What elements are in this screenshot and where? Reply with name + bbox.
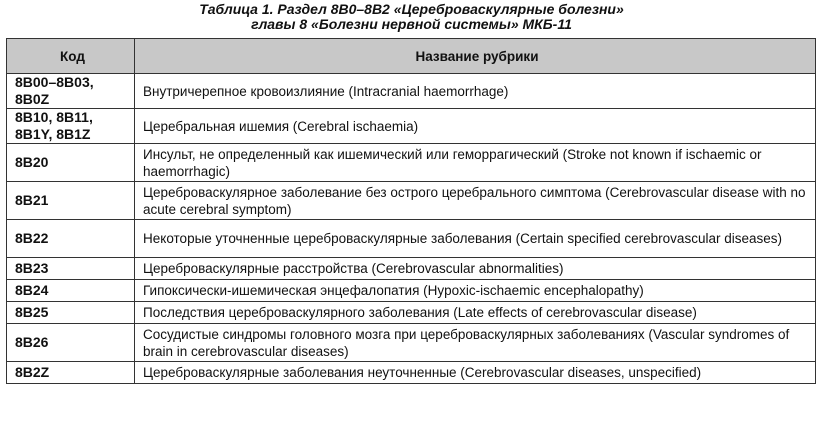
table-row: [7, 324, 816, 362]
table-row: [7, 144, 816, 182]
row-name: Внутричерепное кровоизлияние (Intracranial haemorrhage): [135, 74, 816, 109]
row-code: 8B00–8B03, 8B0Z: [7, 74, 135, 109]
caption-line-2: главы 8 «Болезни нервной системы» МКБ-11: [251, 16, 572, 32]
icd-table: [6, 38, 816, 384]
row-name: Гипоксически-ишемическая энцефалопатия (Hypoxic-ischaemic encephalopathy): [135, 280, 816, 302]
row-code: 8B10, 8B11, 8B1Y, 8B1Z: [7, 109, 135, 144]
header-code: Код: [7, 39, 135, 74]
row-name: Инсульт, не определенный как ишемический или геморрагический (Stroke not known if ischaemic or haemorrhagic): [135, 144, 816, 182]
row-code: 8B25: [7, 302, 135, 324]
table-header-row: [7, 39, 816, 74]
row-name: Цереброваскулярные расстройства (Cerebrovascular abnormalities): [135, 258, 816, 280]
row-name: Церебральная ишемия (Cerebral ischaemia): [135, 109, 816, 144]
row-name: Последствия цереброваскулярного заболевания (Late effects of cerebrovascular disease): [135, 302, 816, 324]
table-row: [7, 362, 816, 384]
row-code: 8B2Z: [7, 362, 135, 384]
header-name: Название рубрики: [135, 39, 816, 74]
table-caption: [0, 0, 823, 32]
table-row: [7, 220, 816, 258]
table-row: [7, 280, 816, 302]
row-code: 8B22: [7, 220, 135, 258]
row-code: 8B23: [7, 258, 135, 280]
table-row: [7, 109, 816, 144]
row-name: Сосудистые синдромы головного мозга при цереброваскулярных заболеваниях (Vascular syndromes of brain in cerebrovascular diseases): [135, 324, 816, 362]
table-row: [7, 302, 816, 324]
caption-line-1: Таблица 1. Раздел 8В0–8В2 «Цереброваскулярные болезни»: [199, 1, 624, 17]
row-name: Цереброваскулярное заболевание без острого церебрального симптома (Cerebrovascular disease with no acute cerebral symptom): [135, 182, 816, 220]
row-code: 8B24: [7, 280, 135, 302]
row-code: 8B20: [7, 144, 135, 182]
row-code: 8B21: [7, 182, 135, 220]
table-row: [7, 258, 816, 280]
row-name: Цереброваскулярные заболевания неуточненные (Cerebrovascular diseases, unspecified): [135, 362, 816, 384]
row-code: 8B26: [7, 324, 135, 362]
table-row: [7, 74, 816, 109]
table-row: [7, 182, 816, 220]
row-name: Некоторые уточненные цереброваскулярные заболевания (Certain specified cerebrovascular diseases): [135, 220, 816, 258]
